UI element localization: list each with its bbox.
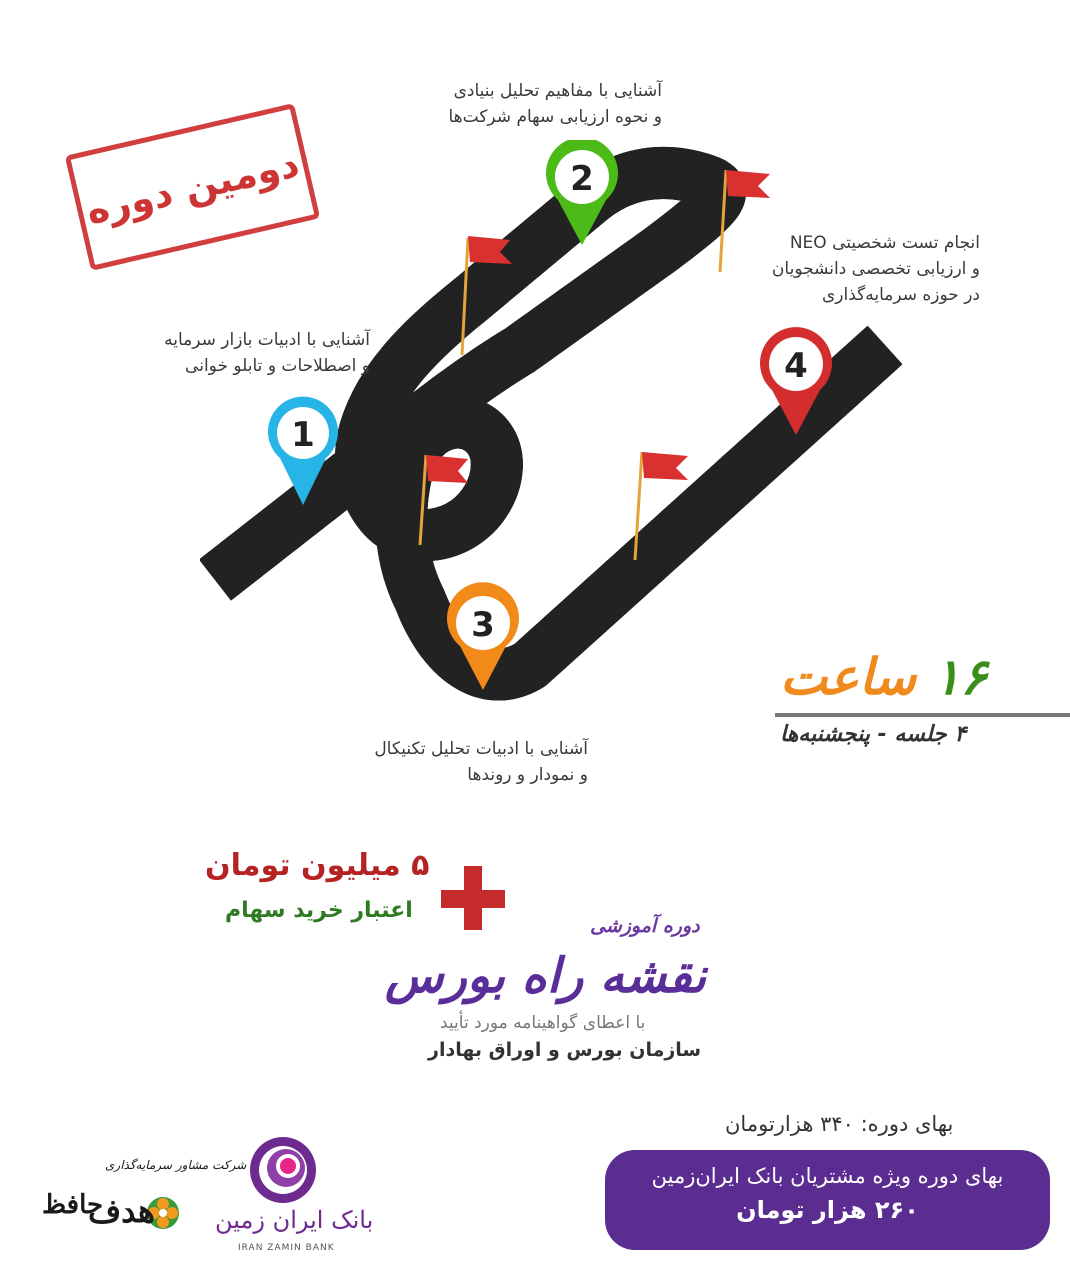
stamp-text: دومین دوره — [81, 141, 304, 233]
step-1-text: آشنایی با ادبیات بازار سرمایه و اصطلاحات و تابلو خوانی — [164, 330, 370, 376]
step-2-text: آشنایی با مفاهیم تحلیل بنیادی و نحوه ارزیابی سهام شرکت‌ها — [448, 81, 662, 127]
special-price-box — [605, 1150, 1050, 1250]
special-price-label: بهای دوره ویژه مشتریان بانک ایران‌زمین — [651, 1164, 1004, 1188]
bank-name: بانک ایران زمین — [215, 1206, 374, 1234]
hours-unit: ساعت — [780, 648, 917, 706]
bank-latin-name: IRAN ZAMIN BANK — [238, 1243, 335, 1253]
pin-3-number: 3 — [471, 605, 495, 645]
step-3-text: آشنایی با ادبیات تحلیل تکنیکال و نمودار و روندها — [374, 739, 588, 785]
course-label: دوره آموزشی — [590, 915, 700, 937]
pin-2-number: 2 — [570, 159, 594, 199]
prize-amount: ۵ میلیون تومان — [205, 848, 430, 883]
prize-credit: اعتبار خرید سهام — [225, 898, 413, 923]
iran-zamin-bank-logo-icon — [248, 1135, 318, 1205]
regular-price: بهای دوره: ۳۴۰ هزارتومان — [725, 1112, 954, 1136]
road-map-illustration — [200, 140, 920, 720]
course-title: نقشه راه بورس — [385, 948, 707, 1004]
hadaf-name: هدف — [88, 1192, 155, 1230]
hadaf-caption: شرکت مشاور سرمایه‌گذاری — [105, 1158, 247, 1172]
certificate-line-1: با اعطای گواهینامه مورد تأیید — [440, 1013, 646, 1033]
pin-4-number: 4 — [784, 346, 808, 386]
pin-1-number: 1 — [291, 415, 315, 455]
sessions-text: ۴ جلسه - پنجشنبه‌ها — [780, 722, 967, 747]
step-4-text: انجام تست شخصیتی NEO و ارزیابی تخصصی دانشجویان در حوزه سرمایه‌گذاری — [771, 233, 980, 305]
certificate-line-2: سازمان بورس و اوراق بهادار — [428, 1039, 702, 1061]
divider-line — [775, 713, 1070, 717]
hadaf-sub: حافظ — [42, 1190, 104, 1220]
duration-hours — [780, 648, 987, 706]
special-price-amount: ۲۶۰ هزار تومان — [736, 1196, 919, 1224]
plus-icon-bar — [441, 890, 505, 908]
hours-number: ۱۶ — [933, 648, 988, 706]
